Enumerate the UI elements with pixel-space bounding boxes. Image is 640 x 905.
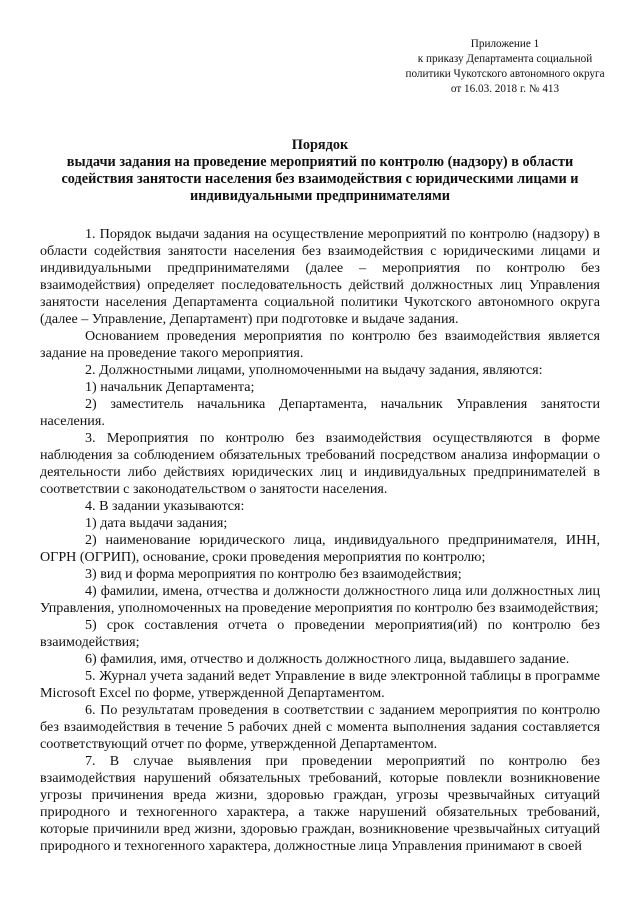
paragraph-4-item-2: 2) наименование юридического лица, индивидуального предпринимателя, ИНН, ОГРН (ОГРИП), основание, сроки проведения мероприятия по контролю; bbox=[40, 532, 600, 565]
paragraph-4-item-1: 1) дата выдачи задания; bbox=[85, 515, 228, 531]
paragraph-basis: Основанием проведения мероприятия по контролю без взаимодействия является задание на проведение такого мероприятия. bbox=[40, 328, 600, 361]
document-title bbox=[40, 137, 600, 205]
appendix-line-4: от 16.03. 2018 г. № 413 bbox=[450, 83, 560, 95]
paragraph-4-item-6: 6) фамилия, имя, отчество и должность должностного лица, выдавшего задание. bbox=[85, 651, 570, 667]
title-line-4: индивидуальными предпринимателями bbox=[190, 188, 450, 204]
document-body bbox=[40, 226, 600, 855]
paragraph-1: 1. Порядок выдачи задания на осуществление мероприятий по контролю (надзору) в области содействия занятости населения без взаимодействия с юридическими лицами и индивидуальными предпринимателями (далее – мероприятия по контролю без взаимодействия) определяет последовательность действий должностных лиц Управления занятости населения Департамента социальной политики Чукотского автономного округа (далее – Управление, Департамент) при подготовке и выдаче задания. bbox=[40, 226, 600, 327]
appendix-line-2: к приказу Департамента социальной bbox=[417, 53, 593, 65]
title-line-2: выдачи задания на проведение мероприятий по контролю (надзору) в области bbox=[66, 154, 574, 170]
paragraph-3: 3. Мероприятия по контролю без взаимодействия осуществляются в форме наблюдения за соблюдением обязательных требований посредством анализа информации о деятельности либо действиях юридических лиц и индивидуальных предпринимателей в соответствии с законодательством о занятости населения. bbox=[40, 430, 600, 497]
paragraph-2-item-2: 2) заместитель начальника Департамента, начальник Управления занятости населения. bbox=[40, 396, 600, 429]
paragraph-2: 2. Должностными лицами, уполномоченными на выдачу задания, являются: bbox=[85, 362, 543, 378]
paragraph-2-item-1: 1) начальник Департамента; bbox=[85, 379, 255, 395]
paragraph-7: 7. В случае выявления при проведении мероприятий по контролю без взаимодействия нарушений обязательных требований, которые повлекли возникновение угрозы причинения вреда жизни, здоровью граждан, угрозы чрезвычайных ситуаций природного и техногенного характера, а также нарушений обязательных требований, которые причинили вред жизни, здоровью граждан, возникновение чрезвычайных ситуаций природного и техногенного характера, должностные лица Управления принимают в своей bbox=[40, 753, 600, 854]
paragraph-6: 6. По результатам проведения в соответствии с заданием мероприятия по контролю без взаимодействия в течение 5 рабочих дней с момента выполнения задания составляется соответствующий отчет по форме, утвержденной Департаментом. bbox=[40, 702, 600, 752]
appendix-header bbox=[380, 37, 630, 97]
appendix-line-1: Приложение 1 bbox=[470, 38, 540, 50]
paragraph-5: 5. Журнал учета заданий ведет Управление в виде электронной таблицы в программе Microsoft Excel по форме, утвержденной Департаментом. bbox=[40, 668, 600, 701]
paragraph-4: 4. В задании указываются: bbox=[85, 498, 245, 514]
paragraph-4-item-4: 4) фамилии, имена, отчества и должности должностного лица или должностных лиц Управления, уполномоченных на проведение мероприятия по контролю без взаимодействия; bbox=[40, 583, 600, 616]
paragraph-4-item-5: 5) срок составления отчета о проведении мероприятия(ий) по контролю без взаимодействия; bbox=[40, 617, 600, 650]
paragraph-4-item-3: 3) вид и форма мероприятия по контролю без взаимодействия; bbox=[85, 566, 462, 582]
appendix-line-3: политики Чукотского автономного округа bbox=[405, 68, 605, 80]
title-line-3: содействия занятости населения без взаимодействия с юридическими лицами и bbox=[61, 171, 579, 187]
title-line-1: Порядок bbox=[291, 137, 349, 153]
